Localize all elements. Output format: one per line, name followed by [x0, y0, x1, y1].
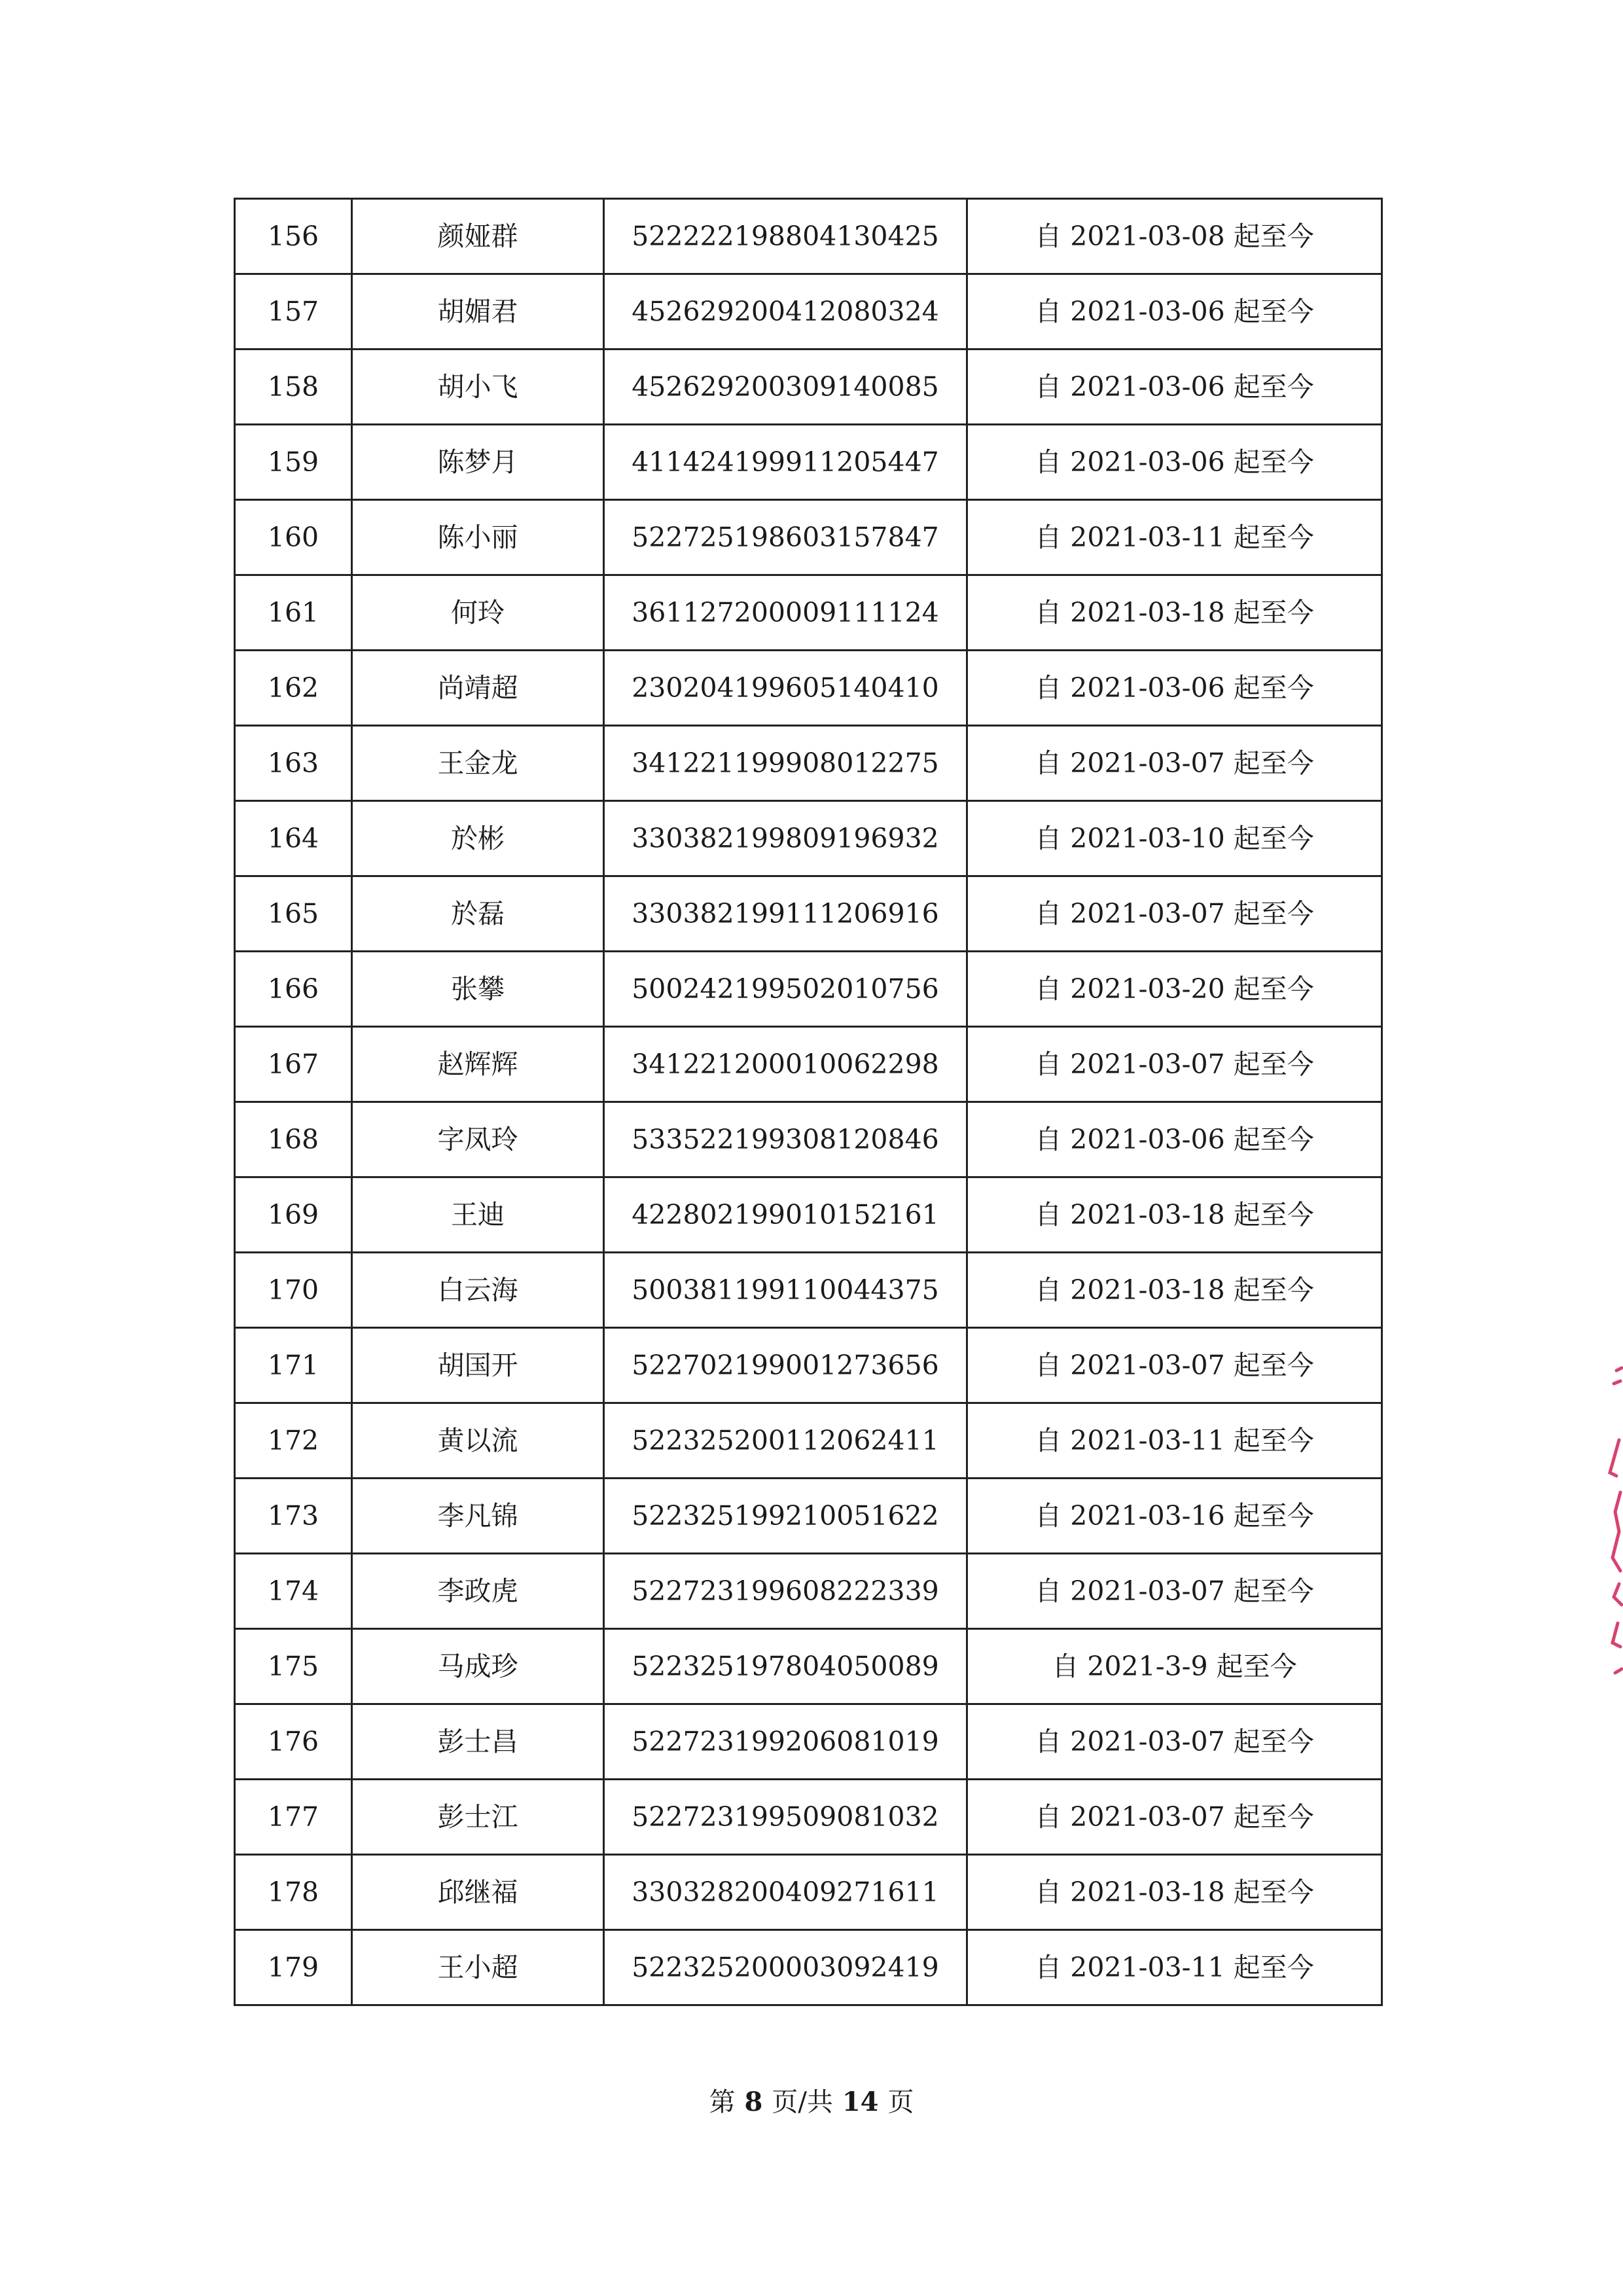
table-row [235, 199, 1382, 274]
cell-number: 166 [235, 952, 352, 1027]
cell-date-range: 自 2021-03-06 起至今 [967, 651, 1382, 726]
cell-name: 王小超 [352, 1930, 604, 2005]
cell-id-number: 522222198804130425 [604, 199, 967, 274]
cell-date-range: 自 2021-03-18 起至今 [967, 575, 1382, 651]
cell-id-number: 500381199110044375 [604, 1253, 967, 1328]
cell-name: 彭士江 [352, 1780, 604, 1855]
cell-name: 於磊 [352, 876, 604, 952]
cell-date-range: 自 2021-03-07 起至今 [967, 1554, 1382, 1629]
cell-id-number: 452629200412080324 [604, 274, 967, 350]
table-row [235, 952, 1382, 1027]
table-row [235, 1930, 1382, 2005]
table-row [235, 1855, 1382, 1930]
cell-number: 179 [235, 1930, 352, 2005]
cell-id-number: 330382199111206916 [604, 876, 967, 952]
cell-name: 李凡锦 [352, 1479, 604, 1554]
table-row [235, 575, 1382, 651]
table-row [235, 350, 1382, 425]
cell-number: 165 [235, 876, 352, 952]
table-row [235, 1102, 1382, 1177]
table-row [235, 1704, 1382, 1780]
cell-date-range: 自 2021-03-07 起至今 [967, 1780, 1382, 1855]
table-row [235, 726, 1382, 801]
cell-number: 172 [235, 1403, 352, 1479]
cell-name: 王金龙 [352, 726, 604, 801]
cell-id-number: 522325200112062411 [604, 1403, 967, 1479]
cell-id-number: 500242199502010756 [604, 952, 967, 1027]
cell-date-range: 自 2021-3-9 起至今 [967, 1629, 1382, 1704]
cell-name: 颜娅群 [352, 199, 604, 274]
cell-id-number: 522723199206081019 [604, 1704, 967, 1780]
roster-table [234, 198, 1383, 2006]
cell-date-range: 自 2021-03-07 起至今 [967, 1027, 1382, 1102]
seal-stamp-edge [1590, 1361, 1623, 1676]
cell-number: 159 [235, 425, 352, 500]
cell-id-number: 522723199509081032 [604, 1780, 967, 1855]
table-row [235, 1554, 1382, 1629]
cell-date-range: 自 2021-03-11 起至今 [967, 1930, 1382, 2005]
cell-date-range: 自 2021-03-18 起至今 [967, 1253, 1382, 1328]
table-row [235, 274, 1382, 350]
cell-name: 陈梦月 [352, 425, 604, 500]
cell-date-range: 自 2021-03-06 起至今 [967, 1102, 1382, 1177]
cell-name: 尚靖超 [352, 651, 604, 726]
table-row [235, 1328, 1382, 1403]
cell-name: 李政虎 [352, 1554, 604, 1629]
cell-number: 176 [235, 1704, 352, 1780]
cell-date-range: 自 2021-03-08 起至今 [967, 199, 1382, 274]
cell-id-number: 411424199911205447 [604, 425, 967, 500]
cell-name: 何玲 [352, 575, 604, 651]
cell-id-number: 522325197804050089 [604, 1629, 967, 1704]
cell-number: 160 [235, 500, 352, 575]
table-row [235, 500, 1382, 575]
cell-number: 174 [235, 1554, 352, 1629]
footer-page-number: 8 [744, 2087, 763, 2117]
cell-number: 167 [235, 1027, 352, 1102]
cell-id-number: 330382199809196932 [604, 801, 967, 876]
cell-id-number: 341221200010062298 [604, 1027, 967, 1102]
table-row [235, 876, 1382, 952]
cell-number: 177 [235, 1780, 352, 1855]
cell-name: 赵辉辉 [352, 1027, 604, 1102]
cell-date-range: 自 2021-03-18 起至今 [967, 1855, 1382, 1930]
cell-id-number: 341221199908012275 [604, 726, 967, 801]
cell-number: 156 [235, 199, 352, 274]
table-row [235, 1027, 1382, 1102]
table-row [235, 801, 1382, 876]
cell-id-number: 522325199210051622 [604, 1479, 967, 1554]
cell-number: 173 [235, 1479, 352, 1554]
table-row [235, 1177, 1382, 1253]
cell-id-number: 361127200009111124 [604, 575, 967, 651]
cell-date-range: 自 2021-03-20 起至今 [967, 952, 1382, 1027]
cell-number: 178 [235, 1855, 352, 1930]
page-footer [0, 2081, 1623, 2119]
cell-id-number: 522723199608222339 [604, 1554, 967, 1629]
cell-id-number: 452629200309140085 [604, 350, 967, 425]
cell-date-range: 自 2021-03-18 起至今 [967, 1177, 1382, 1253]
cell-number: 157 [235, 274, 352, 350]
cell-number: 161 [235, 575, 352, 651]
cell-number: 175 [235, 1629, 352, 1704]
cell-name: 彭士昌 [352, 1704, 604, 1780]
cell-date-range: 自 2021-03-06 起至今 [967, 425, 1382, 500]
cell-id-number: 422802199010152161 [604, 1177, 967, 1253]
cell-date-range: 自 2021-03-11 起至今 [967, 500, 1382, 575]
cell-name: 胡国开 [352, 1328, 604, 1403]
roster-table-body [235, 199, 1382, 2005]
table-row [235, 1629, 1382, 1704]
footer-suffix: 页 [887, 2087, 914, 2117]
cell-name: 马成珍 [352, 1629, 604, 1704]
table-row [235, 1780, 1382, 1855]
cell-name: 陈小丽 [352, 500, 604, 575]
cell-id-number: 330328200409271611 [604, 1855, 967, 1930]
footer-total-pages: 14 [842, 2087, 879, 2117]
cell-id-number: 533522199308120846 [604, 1102, 967, 1177]
cell-name: 胡媚君 [352, 274, 604, 350]
cell-name: 张攀 [352, 952, 604, 1027]
cell-name: 黄以流 [352, 1403, 604, 1479]
footer-prefix: 第 [709, 2087, 736, 2117]
cell-id-number: 230204199605140410 [604, 651, 967, 726]
cell-date-range: 自 2021-03-07 起至今 [967, 876, 1382, 952]
cell-number: 169 [235, 1177, 352, 1253]
cell-name: 白云海 [352, 1253, 604, 1328]
cell-date-range: 自 2021-03-16 起至今 [967, 1479, 1382, 1554]
cell-id-number: 522725198603157847 [604, 500, 967, 575]
cell-number: 158 [235, 350, 352, 425]
cell-name: 胡小飞 [352, 350, 604, 425]
cell-name: 王迪 [352, 1177, 604, 1253]
footer-middle: 页/共 [772, 2087, 833, 2117]
cell-name: 字凤玲 [352, 1102, 604, 1177]
cell-number: 171 [235, 1328, 352, 1403]
table-row [235, 1479, 1382, 1554]
cell-date-range: 自 2021-03-07 起至今 [967, 1328, 1382, 1403]
cell-name: 邱继福 [352, 1855, 604, 1930]
cell-date-range: 自 2021-03-07 起至今 [967, 1704, 1382, 1780]
cell-number: 163 [235, 726, 352, 801]
cell-number: 162 [235, 651, 352, 726]
table-row [235, 651, 1382, 726]
table-row [235, 425, 1382, 500]
cell-number: 164 [235, 801, 352, 876]
cell-name: 於彬 [352, 801, 604, 876]
cell-id-number: 522702199001273656 [604, 1328, 967, 1403]
cell-number: 170 [235, 1253, 352, 1328]
cell-id-number: 522325200003092419 [604, 1930, 967, 2005]
cell-date-range: 自 2021-03-06 起至今 [967, 350, 1382, 425]
table-row [235, 1403, 1382, 1479]
cell-date-range: 自 2021-03-06 起至今 [967, 274, 1382, 350]
cell-date-range: 自 2021-03-10 起至今 [967, 801, 1382, 876]
cell-date-range: 自 2021-03-07 起至今 [967, 726, 1382, 801]
cell-number: 168 [235, 1102, 352, 1177]
table-row [235, 1253, 1382, 1328]
cell-date-range: 自 2021-03-11 起至今 [967, 1403, 1382, 1479]
